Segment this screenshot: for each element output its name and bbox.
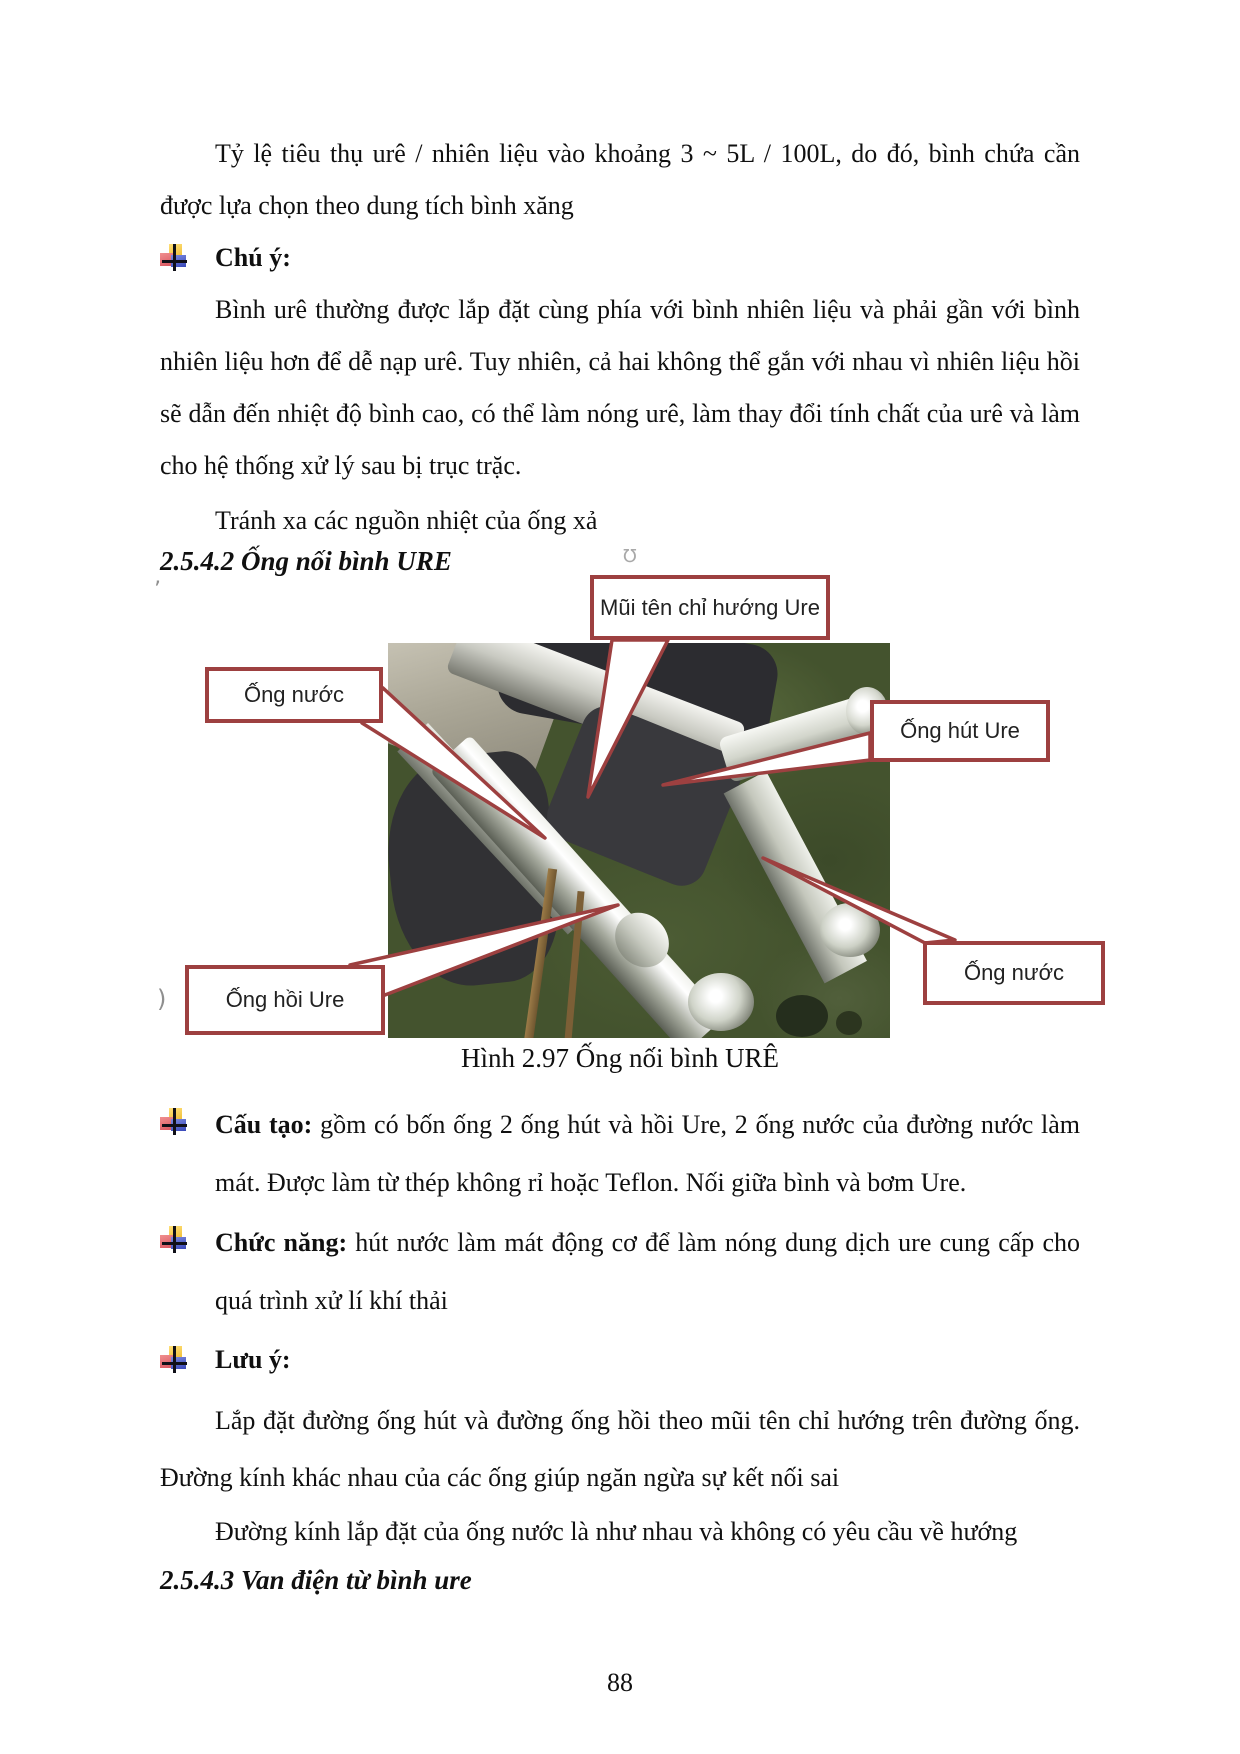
bullet-structure [160,1096,1080,1212]
stray-mark-quote: ’ [154,578,161,603]
figure-urea-tank-pipes [0,575,1240,1045]
bullet-structure-text: gồm có bốn ống 2 ống hút và hồi Ure, 2 ống nước của đường nước làm mát. Được làm từ thép không rỉ hoặc Teflon. Nối giữa bình và bơm Ure. [215,1110,1080,1197]
callout-water-pipe-top [205,667,383,723]
attention-heading-label: Lưu ý: [215,1345,291,1374]
note-heading [160,232,1080,284]
note-heading-label: Chú ý: [215,243,291,272]
paragraph-install-direction: Lắp đặt đường ống hút và đường ống hồi theo mũi tên chỉ hướng trên đường ống. Đường kính khác nhau của các ống giúp ngăn ngừa sự kết nối sai [160,1406,1080,1492]
figure-caption: Hình 2.97 Ống nối bình URÊ [460,1043,779,1073]
leader-urea-suction [663,733,870,785]
attention-heading [160,1334,1080,1386]
callout-water-pipe-bottom-label: Ống nước [963,960,1065,985]
stray-mark-paren: ) [157,985,167,1013]
paragraph-water-pipe-diameter: Đường kính lắp đặt của ống nước là như nhau và không có yêu cầu về hướng [215,1517,1018,1546]
callout-urea-return-pipe-label: Ống hồi Ure [225,987,345,1012]
page-number: 88 [607,1668,633,1697]
section-heading-2-5-4-3: 2.5.4.3 Van điện từ bình ure [160,1565,472,1595]
callout-water-pipe-top-label: Ống nước [243,682,345,707]
section-heading-2-5-4-2: 2.5.4.2 Ống nối bình URE [160,546,452,576]
leader-water-top [362,688,545,838]
leader-arrow-direction [588,640,668,797]
bullet-function-label: Chức năng: [215,1228,348,1257]
bullet-function [160,1214,1080,1330]
callout-urea-return-pipe [185,965,385,1035]
leader-water-bottom [763,858,955,943]
paragraph-heat-sources: Tránh xa các nguồn nhiệt của ống xả [215,506,598,535]
callout-urea-suction-pipe [870,700,1050,762]
callout-urea-suction-pipe-label: Ống hút Ure [900,718,1020,743]
callout-arrow-direction [590,575,830,640]
paragraph-tank-placement: Bình urê thường được lắp đặt cùng phía với bình nhiên liệu và phải gần với bình nhiên liệu hơn để dễ nạp urê. Tuy nhiên, cả hai không thể gắn với nhau vì nhiên liệu hồi sẽ dẫn đến nhiệt độ bình cao, có thể làm nóng urê, làm thay đổi tính chất của urê và làm cho hệ thống xử lý sau bị trục trặc. [160,295,1080,480]
callout-water-pipe-bottom [923,941,1105,1005]
paragraph-urea-consumption: Tỷ lệ tiêu thụ urê / nhiên liệu vào khoảng 3 ~ 5L / 100L, do đó, bình chứa cần được lựa chọn theo dung tích bình xăng [160,139,1080,220]
bullet-function-text: hút nước làm mát động cơ để làm nóng dung dịch ure cung cấp cho quá trình xử lí khí thải [215,1228,1080,1315]
bullet-structure-label: Cấu tạo: [215,1110,313,1139]
stray-mark-u: Ʊ [623,546,637,567]
leader-urea-return [350,905,618,995]
callout-arrow-direction-label: Mũi tên chỉ hướng Ure [600,594,820,620]
